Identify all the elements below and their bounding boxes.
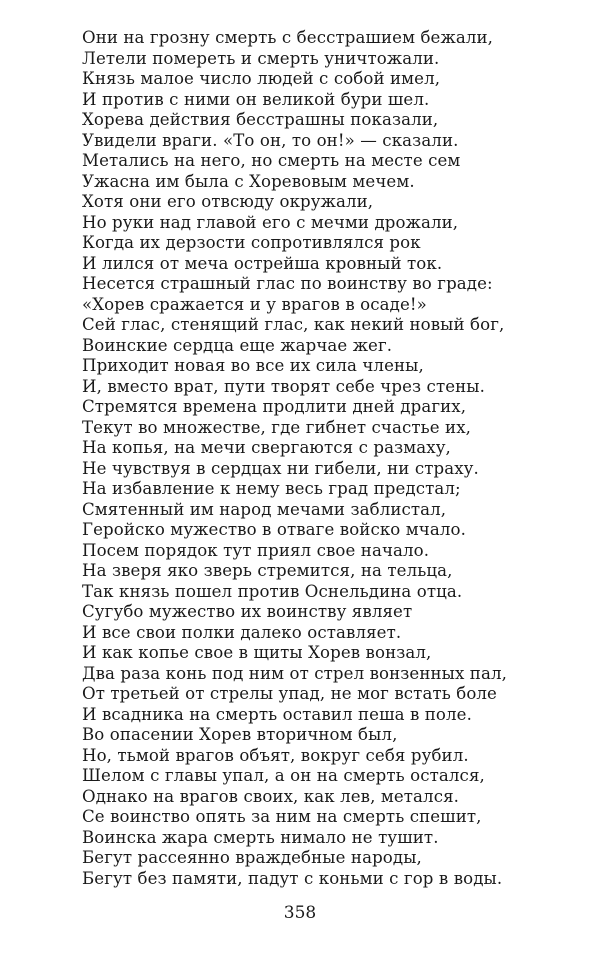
poem-line: Во опасении Хорев вторичном был, (82, 725, 398, 744)
poem-line: Шелом с главы упал, а он на смерть остался, (82, 766, 485, 785)
poem-line: Летели померeть и смерть уничтожали. (82, 48, 440, 68)
poem-line: Князь малое число людей с собой имел, (82, 69, 441, 88)
poem-line: На зверя яко зверь стремится, на тельца, (82, 561, 453, 580)
poem-line: Хотя они его отвсюду окружали, (82, 192, 374, 211)
poem-line: Не чувствуя в сердцах ни гибели, ни страху. (82, 458, 479, 478)
poem-line: Сей глас, стенящий глас, как некий новый бог, (82, 315, 505, 334)
poem-line: Приходит новая во все их сила члены, (82, 356, 424, 375)
poem-line: Воинска жара смерть нимало не тушит. (82, 827, 439, 847)
poem-line: И, вместо врат, пути творят себе чрез стены. (82, 376, 485, 396)
poem-line: На избавление к нему весь град предстал; (82, 479, 461, 498)
poem-line: Но, тьмой врагов объят, вокруг себя рубил. (82, 745, 469, 765)
poem-line: От третьей от стрелы упад, не мог встать боле (82, 684, 497, 703)
poem-line: Посем порядок тут приял свое начало. (82, 540, 430, 560)
poem-line: Воинские сердца еще жарчае жег. (82, 335, 393, 355)
poem-line: Метались на него, но смерть на месте сем (82, 151, 461, 170)
poem-line: Текут во множестве, где гибнет счастье их, (82, 417, 472, 437)
poem-line: Смятенный им народ мечами заблистал, (82, 499, 447, 519)
poem-line: И лился от меча острейша кровный ток. (82, 253, 443, 273)
poem-line: «Хорев сражается и у врагов в осаде!» (82, 294, 427, 314)
poem-line: И все свои полки далеко оставляет. (82, 622, 402, 642)
poem-line: И всадника на смерть оставил пеша в поле. (82, 704, 472, 724)
poem-line: Хорева действия бесстрашны показали, (82, 110, 439, 129)
poem-line: Увидели враги. «То он, то он!» — сказали. (82, 130, 459, 150)
page-number: 358 (283, 903, 317, 923)
poem-line: Бегут без памяти, падут с коньми с гор в воды. (82, 868, 503, 888)
poem-line: Так князь пошел против Оснельдина отца. (82, 581, 463, 601)
poem-line: Геройско мужество в отваге войско мчало. (82, 520, 466, 539)
poem-line: Стремятся времена продлити дней драгих, (82, 397, 467, 416)
poem-line: Бегут рассеянно враждебные народы, (82, 848, 422, 867)
poem-line: Два раза конь под ним от стрел вонзенных пал, (82, 663, 507, 683)
poem-line: Се воинство опять за ним на смерть спешит, (82, 807, 482, 826)
poem-line: Несется страшный глас по воинству во граде: (82, 274, 493, 293)
poem-line: И как копье свое в щиты Хорев вонзал, (82, 643, 432, 662)
poem-text (82, 28, 582, 889)
poem-line: И против с ними он великой бури шел. (82, 89, 430, 109)
poem-line: Они на грозну смерть с бесстрашием бежали, (82, 28, 494, 47)
poem-line: Когда их дерзости сопротивлялся рок (82, 233, 421, 252)
poem-line: Сугубо мужество их воинству являет (82, 602, 413, 621)
poem-line: Ужасна им была с Хоревовым мечем. (82, 171, 415, 191)
poem-line: Но руки над главой его с мечми дрожали, (82, 212, 459, 232)
poem-line: Однако на врагов своих, как лев, метался. (82, 786, 460, 806)
poem-line: На копья, на мечи свергаются с размаху, (82, 438, 451, 457)
